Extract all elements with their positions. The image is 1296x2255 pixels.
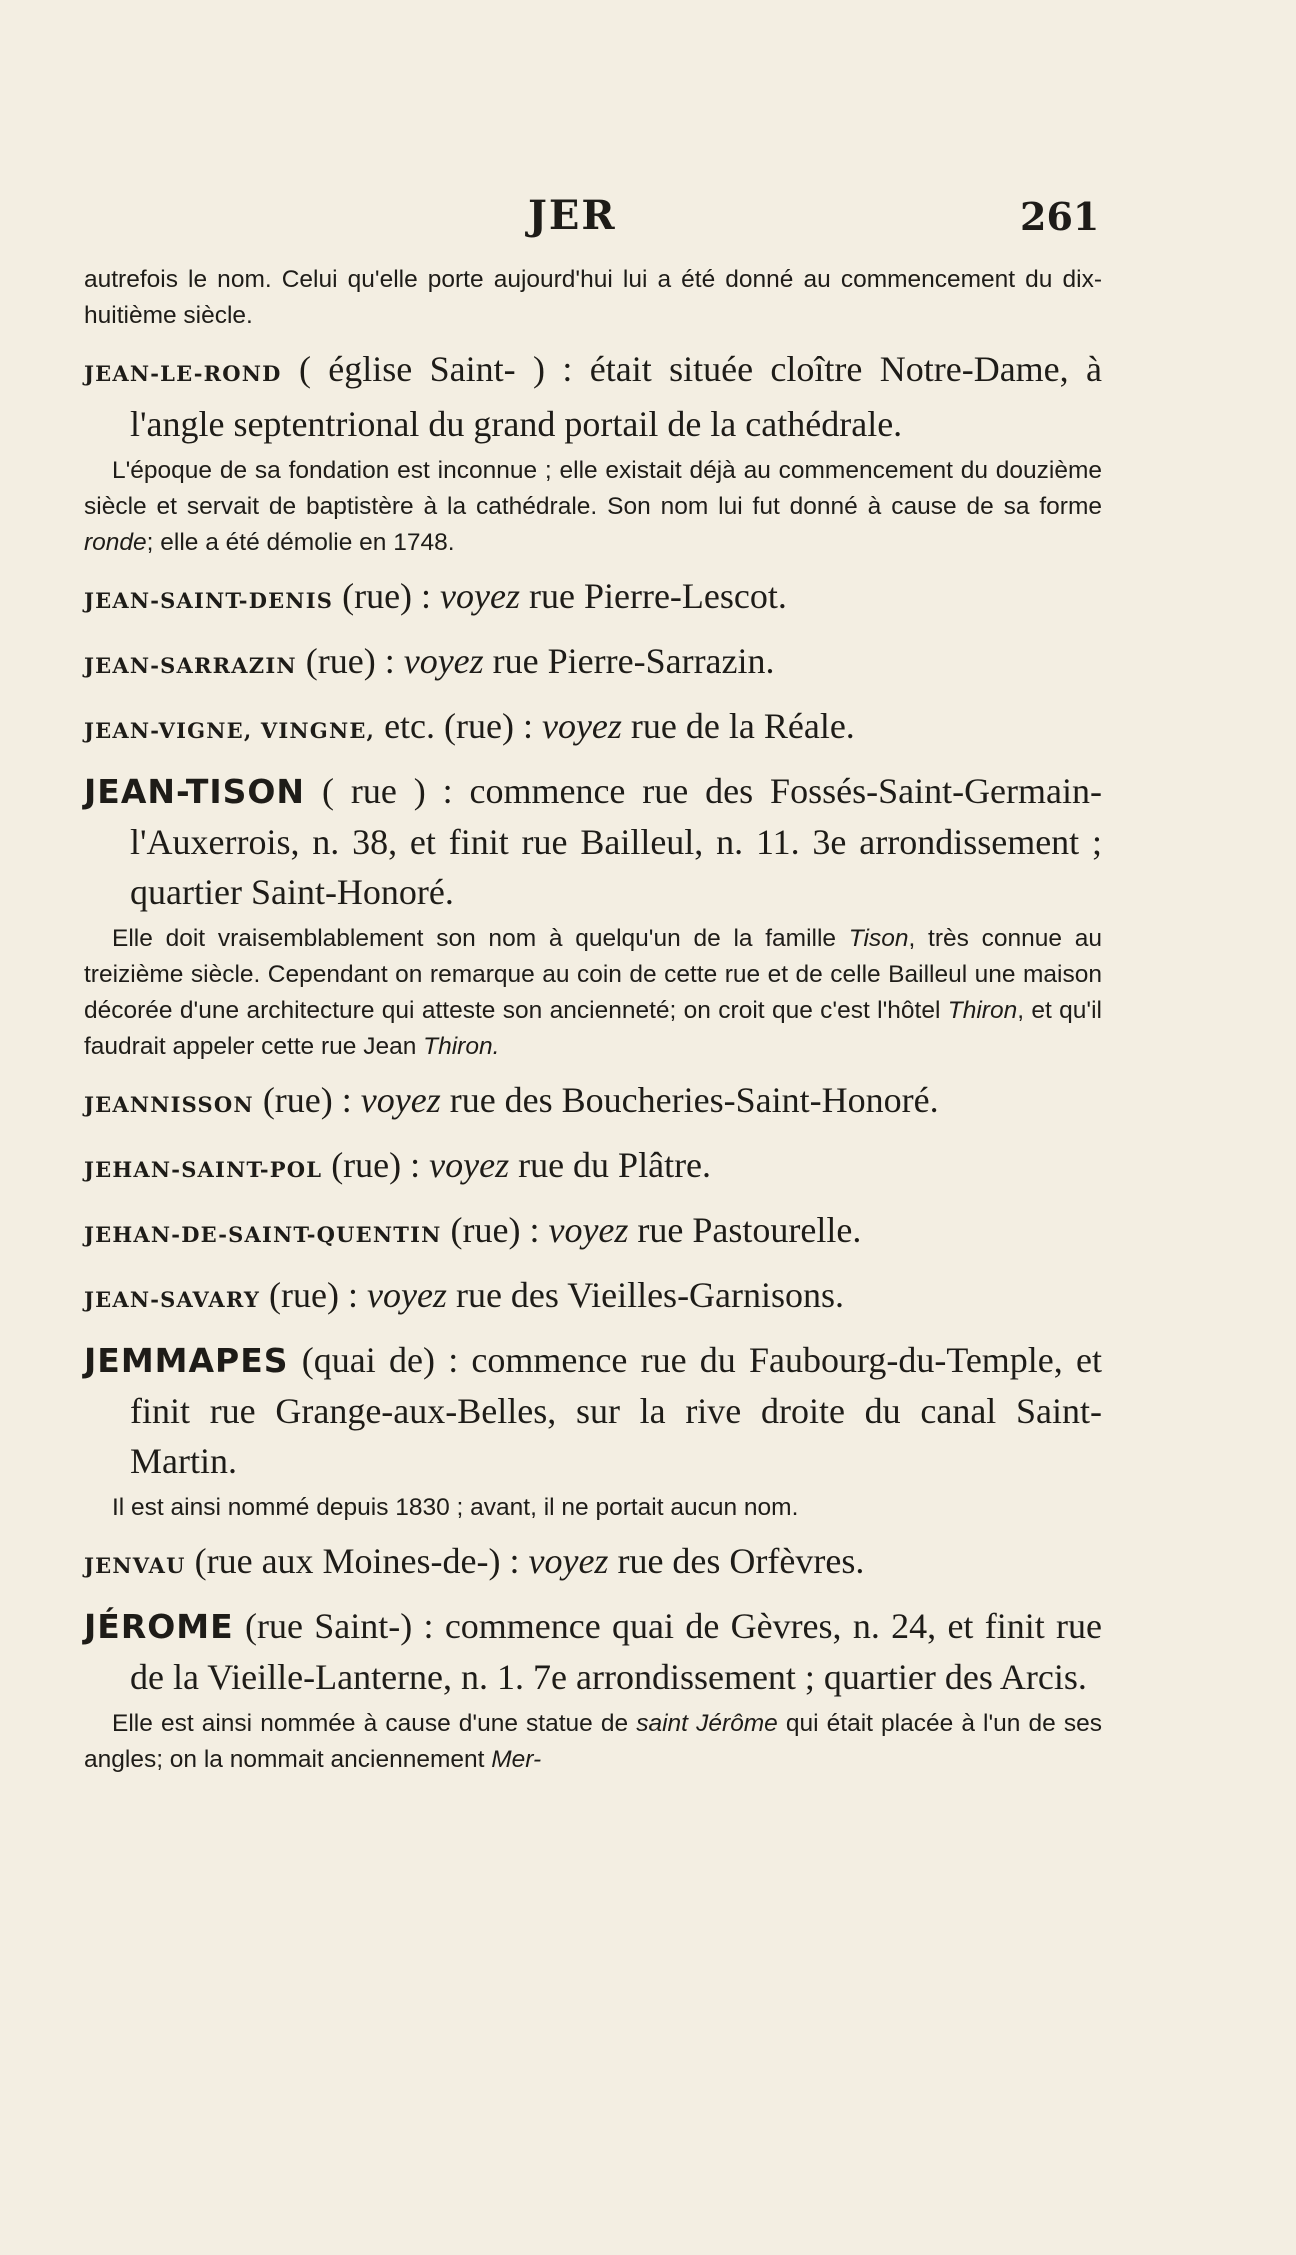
italic-text: voyez: [403, 641, 484, 681]
italic-text: voyez: [360, 1080, 441, 1120]
text-run: (rue) :: [322, 1145, 430, 1185]
text-run: (rue) :: [260, 1275, 367, 1315]
italic-text: ronde: [84, 529, 147, 556]
italic-text: Mer-: [491, 1746, 542, 1773]
dictionary-entry: [84, 1140, 1102, 1195]
italic-text: Thiron.: [423, 1033, 500, 1060]
text-run: rue des Boucheries-Saint-Honoré.: [440, 1080, 939, 1120]
text-run: ( église Saint- ) : était située cloître Notre-Dame, à l'angle septentrional du grand portail de la cathédrale.: [130, 349, 1102, 444]
text-run: (rue) :: [253, 1080, 361, 1120]
dictionary-entry: [84, 1335, 1102, 1486]
dictionary-entry: [84, 571, 1102, 626]
text-run: rue Pierre-Sarrazin.: [483, 641, 775, 681]
entry-note: [84, 921, 1102, 1065]
italic-text: voyez: [528, 1541, 609, 1581]
dictionary-entry: [84, 636, 1102, 691]
entry-headword: JEMMAPES: [84, 1341, 289, 1380]
entry-headword: JEANNISSON: [84, 1092, 254, 1117]
text-run: rue des Orfèvres.: [608, 1541, 865, 1581]
text-run: ; elle a été démolie en 1748.: [146, 529, 455, 556]
entry-headword: JEAN-SARRAZIN: [84, 653, 297, 678]
dictionary-entry: [84, 701, 1102, 756]
dictionary-entry: [84, 1270, 1102, 1325]
text-run: Elle doit vraisemblablement son nom à quelqu'un de la famille: [112, 925, 849, 952]
italic-text: Tison: [848, 925, 909, 952]
italic-text: voyez: [440, 576, 520, 616]
page-body: [84, 262, 1102, 1778]
italic-text: voyez: [541, 706, 622, 746]
text-run: (quai de) : commence rue du Faubourg-du-Temple, et finit rue Grange-aux-Belles, sur la rive droite du canal Saint-Martin.: [130, 1340, 1102, 1481]
entry-note: [84, 262, 1102, 334]
text-run: , et qu'il faudrait appeler cette rue Jean: [84, 997, 1102, 1060]
running-head: JER: [528, 192, 617, 239]
entry-headword: JEAN-SAVARY: [84, 1287, 261, 1312]
dictionary-entry: [84, 766, 1102, 917]
dictionary-entry: [84, 1536, 1102, 1591]
entry-headword: JEHAN-DE-SAINT-QUENTIN: [84, 1222, 442, 1247]
entry-headword: JEAN-LE-ROND: [84, 361, 282, 386]
italic-text: voyez: [367, 1275, 447, 1315]
text-run: (rue Saint-) : commence quai de Gèvres, n. 24, et finit rue de la Vieille-Lanterne, n. 1. 7e arrondissement ; quartier des Arcis.: [130, 1606, 1102, 1697]
text-run: rue de la Réale.: [621, 706, 855, 746]
text-run: , très connue au treizième siècle. Cependant on remarque au coin de cette rue et de celle Bailleul une maison décorée d'une architecture qui atteste son ancienneté; on croit que c'est l'hôtel: [84, 925, 1103, 1024]
text-run: Elle est ainsi nommée à cause d'une statue de: [112, 1710, 637, 1737]
entry-headword: JEHAN-SAINT-POL: [84, 1157, 323, 1182]
text-run: autrefois le nom. Celui qu'elle porte aujourd'hui lui a été donné au commencement du dix-huitième siècle.: [84, 266, 1102, 329]
entry-headword: JEAN-TISON: [84, 772, 306, 811]
text-run: L'époque de sa fondation est inconnue ; elle existait déjà au commencement du douzième siècle et servait de baptistère à la cathédrale. Son nom lui fut donné à cause de sa forme: [84, 457, 1102, 520]
text-run: (rue) :: [441, 1210, 549, 1250]
entry-headword: JEAN-VIGNE, VINGNE,: [84, 718, 376, 743]
text-run: (rue) :: [333, 576, 441, 616]
italic-text: Thiron: [947, 997, 1018, 1024]
italic-text: voyez: [548, 1210, 629, 1250]
italic-text: saint Jérôme: [636, 1710, 778, 1737]
text-run: (rue) :: [296, 641, 404, 681]
dictionary-entry: [84, 1205, 1102, 1260]
entry-note: [84, 1706, 1102, 1778]
text-run: (rue aux Moines-de-) :: [185, 1541, 529, 1581]
entry-headword: JENVAU: [84, 1553, 186, 1578]
dictionary-entry: [84, 1601, 1102, 1702]
text-run: rue Pastourelle.: [628, 1210, 862, 1250]
dictionary-entry: [84, 344, 1102, 449]
text-run: ( rue ) : commence rue des Fossés-Saint-Germain-l'Auxerrois, n. 38, et finit rue Bailleul, n. 11. 3e arrondissement ; quartier Saint-Honoré.: [130, 771, 1102, 912]
text-run: rue Pierre-Lescot.: [520, 576, 787, 616]
text-run: etc. (rue) :: [375, 706, 542, 746]
text-run: rue du Plâtre.: [509, 1145, 712, 1185]
entry-headword: JÉROME: [84, 1607, 234, 1646]
entry-note: [84, 453, 1102, 561]
text-run: qui était placée à l'un de ses angles; on la nommait anciennement: [84, 1710, 1102, 1773]
text-run: rue des Vieilles-Garnisons.: [446, 1275, 845, 1315]
entry-note: [84, 1490, 1102, 1526]
dictionary-entry: [84, 1075, 1102, 1130]
text-run: Il est ainsi nommé depuis 1830 ; avant, il ne portait aucun nom.: [112, 1494, 799, 1521]
italic-text: voyez: [429, 1145, 510, 1185]
page-number: 261: [1020, 194, 1100, 239]
entry-headword: JEAN-SAINT-DENIS: [84, 588, 334, 613]
